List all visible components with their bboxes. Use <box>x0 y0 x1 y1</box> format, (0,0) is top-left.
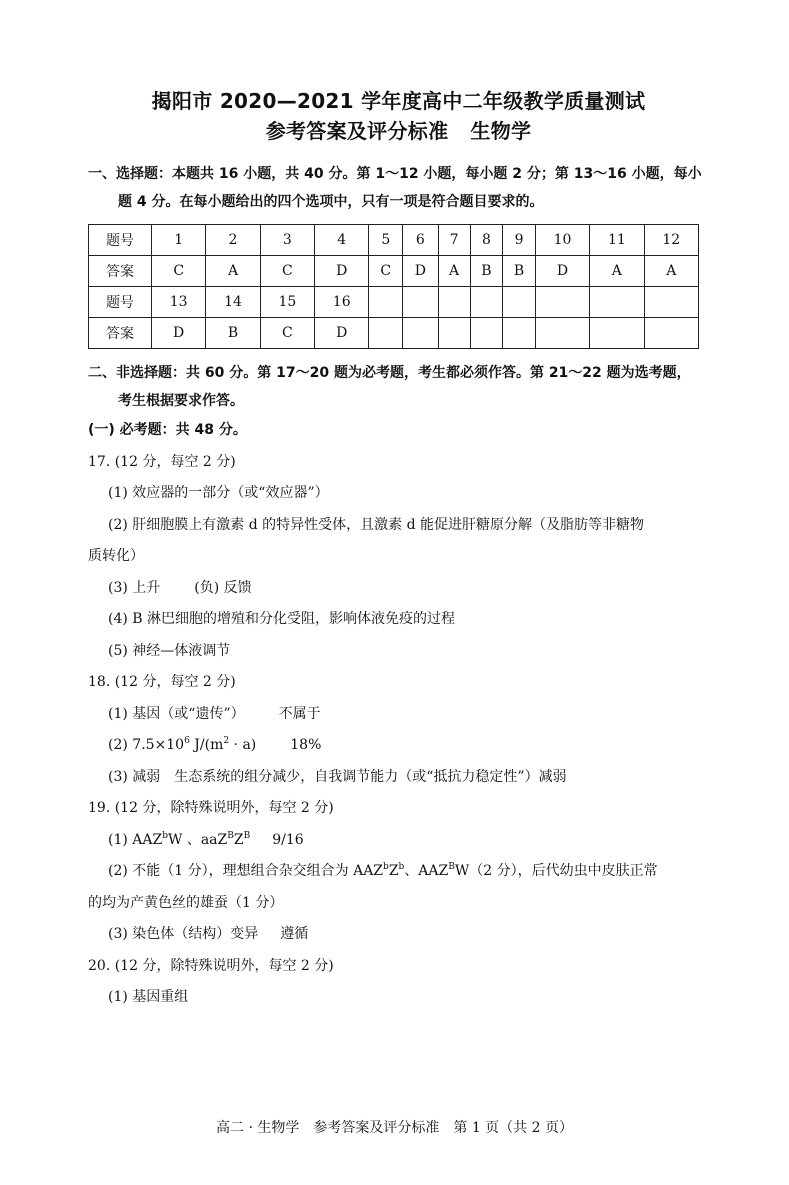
q17-answer-2-line1: (2) 肝细胞膜上有激素 d 的特异性受体，且激素 d 能促进肝糖原分解（及脂肪等非糖物 <box>108 516 645 533</box>
question-number-cell <box>369 287 403 318</box>
section1-line1: 一、选择题：本题共 16 小题，共 40 分。第 1～12 小题，每小题 2 分；第 13～16 小题，每小 <box>88 166 702 182</box>
answer-cell <box>369 318 403 349</box>
q18-answer-1-b: 不属于 <box>278 705 321 722</box>
answer-cell: D <box>403 256 438 287</box>
document-title: 揭阳市 2020—2021 学年度高中二年级教学质量测试 <box>151 89 646 113</box>
q17-answer-1: (1) 效应器的一部分（或“效应器”） <box>108 485 329 501</box>
q17-answer-3-b: (负) 反馈 <box>194 579 252 596</box>
answer-cell: A <box>590 256 644 287</box>
answer-cell <box>590 318 644 349</box>
row-label-question-number: 题号 <box>89 225 152 256</box>
question-number-cell: 14 <box>206 287 260 318</box>
q18-answer-2-exponent: 6 <box>184 736 190 746</box>
q17-answer-3 <box>88 573 709 605</box>
q17-answer-2-line2: 质转化） <box>88 548 144 564</box>
answer-cell <box>535 318 589 349</box>
question-number-cell: 13 <box>152 287 206 318</box>
section-multiple-choice-heading <box>88 160 709 216</box>
q18-answer-2-unit-exponent: 2 <box>223 736 230 746</box>
required-questions-heading: (一) 必考题：共 48 分。 <box>88 422 247 438</box>
row-label-answer: 答案 <box>89 256 152 287</box>
q17-heading: 17. (12 分，每空 2 分) <box>88 453 236 470</box>
answer-cell: D <box>535 256 589 287</box>
answer-cell: C <box>369 256 403 287</box>
question-number-cell: 5 <box>369 225 403 256</box>
q19-answer-2-line1 <box>88 856 709 888</box>
answer-cell: A <box>644 256 698 287</box>
section2-line1: 二、非选择题：共 60 分。第 17～20 题为必考题，考生都必须作答。第 21～22 题为选考题， <box>88 365 691 381</box>
answer-cell: C <box>152 256 206 287</box>
q19-heading: 19. (12 分，除特殊说明外，每空 2 分) <box>88 800 334 816</box>
question-number-cell: 10 <box>535 225 589 256</box>
answer-cell <box>503 318 536 349</box>
question-number-cell <box>644 287 698 318</box>
subtitle-subject: 生物学 <box>470 119 532 143</box>
q19-answer-2-sup2: b <box>398 862 405 872</box>
answer-key-page <box>0 86 789 1185</box>
answer-table-number-row <box>89 287 699 318</box>
question-number-cell: 8 <box>470 225 503 256</box>
q19-answer-3-b: 遵循 <box>280 926 309 942</box>
answer-cell: B <box>206 318 260 349</box>
question-number-cell <box>535 287 589 318</box>
q20-heading: 20. (12 分，除特殊说明外，每空 2 分) <box>88 957 334 974</box>
answer-cell: C <box>260 256 314 287</box>
q17-answer-5: (5) 神经—体液调节 <box>108 642 231 659</box>
q19-answer-2-mid2: 、AAZ <box>404 863 449 879</box>
q19-answer-2-sup1: b <box>383 862 389 872</box>
answer-cell: B <box>470 256 503 287</box>
answer-cell <box>470 318 503 349</box>
q20-answer-1: (1) 基因重组 <box>108 989 189 1005</box>
section-free-response-heading <box>88 359 709 415</box>
q19-answer-1-mid: W 、aaZ <box>168 831 228 848</box>
question-number-cell: 4 <box>315 225 369 256</box>
answer-cell: D <box>152 318 206 349</box>
answer-cell <box>438 318 470 349</box>
question-number-cell <box>438 287 470 318</box>
q19-answer-1-sup3: B <box>243 830 251 841</box>
row-label-question-number: 题号 <box>89 287 152 318</box>
answer-cell: A <box>438 256 470 287</box>
q18-answer-2-unit: J/(m <box>189 737 224 753</box>
document-subtitle <box>88 116 709 146</box>
question-number-cell: 9 <box>503 225 536 256</box>
q19-answer-3 <box>88 919 709 951</box>
question-number-cell <box>503 287 536 318</box>
q19-answer-3-a: (3) 染色体（结构）变异 <box>108 926 259 942</box>
q19-answer-2-line2: 的均为产黄色丝的雄蚕（1 分） <box>88 894 284 911</box>
question-number-cell: 1 <box>152 225 206 256</box>
q19-answer-2-post: W（2 分），后代幼虫中皮肤正常 <box>454 863 658 879</box>
answer-cell: A <box>206 256 260 287</box>
question-number-cell <box>403 287 438 318</box>
q18-answer-2-unit-end: · a) <box>229 737 257 753</box>
answer-cell: D <box>315 318 369 349</box>
q18-answer-1-a: (1) 基因（或“遗传”） <box>108 705 245 722</box>
q19-answer-1-ratio: 9/16 <box>272 831 304 848</box>
page-footer: 高二 · 生物学 参考答案及评分标准 第 1 页（共 2 页） <box>216 1120 573 1136</box>
q18-answer-2-value: (2) 7.5×10 <box>108 737 185 753</box>
answer-cell <box>403 318 438 349</box>
question-number-cell: 2 <box>206 225 260 256</box>
q19-answer-2-sup3: B <box>448 862 455 872</box>
q19-answer-1-sup2: B <box>227 830 234 841</box>
answer-table-answer-row <box>89 318 699 349</box>
question-number-cell: 12 <box>644 225 698 256</box>
q18-heading: 18. (12 分，每空 2 分) <box>88 674 236 690</box>
question-number-cell: 11 <box>590 225 644 256</box>
q17-answer-3-a: (3) 上升 <box>108 579 161 596</box>
answer-cell <box>644 318 698 349</box>
question-number-cell: 7 <box>438 225 470 256</box>
answer-cell: B <box>503 256 536 287</box>
q18-answer-2-percent: 18% <box>290 737 322 753</box>
question-number-cell: 16 <box>315 287 369 318</box>
q19-answer-1-pre: (1) AAZ <box>108 831 163 848</box>
question-number-cell <box>590 287 644 318</box>
row-label-answer: 答案 <box>89 318 152 349</box>
q19-answer-1 <box>88 825 709 857</box>
question-number-cell: 15 <box>260 287 314 318</box>
answer-table-answer-row <box>89 256 699 287</box>
answer-cell: D <box>315 256 369 287</box>
q18-answer-1 <box>88 699 709 731</box>
answer-table <box>88 224 699 349</box>
q19-answer-2-pre: (2) 不能（1 分），理想组合杂交组合为 AAZ <box>108 863 384 879</box>
subtitle-answer-key: 参考答案及评分标准 <box>265 119 449 143</box>
question-number-cell: 3 <box>260 225 314 256</box>
answer-table-number-row <box>89 225 699 256</box>
question-number-cell: 6 <box>403 225 438 256</box>
q19-answer-1-sup1: b <box>162 830 168 841</box>
question-number-cell <box>470 287 503 318</box>
q17-answer-4: (4) B 淋巴细胞的增殖和分化受阻，影响体液免疫的过程 <box>108 611 456 627</box>
answer-cell: C <box>260 318 314 349</box>
q18-answer-2 <box>88 730 709 762</box>
q18-answer-3: (3) 减弱 生态系统的组分减少，自我调节能力（或“抵抗力稳定性”）减弱 <box>108 768 567 785</box>
q19-answer-1-mid2: Z <box>233 831 244 848</box>
section2-line2: 考生根据要求作答。 <box>118 393 244 409</box>
section1-line2: 题 4 分。在每小题给出的四个选项中，只有一项是符合题目要求的。 <box>118 194 544 210</box>
q19-answer-2-mid1: Z <box>388 863 399 879</box>
